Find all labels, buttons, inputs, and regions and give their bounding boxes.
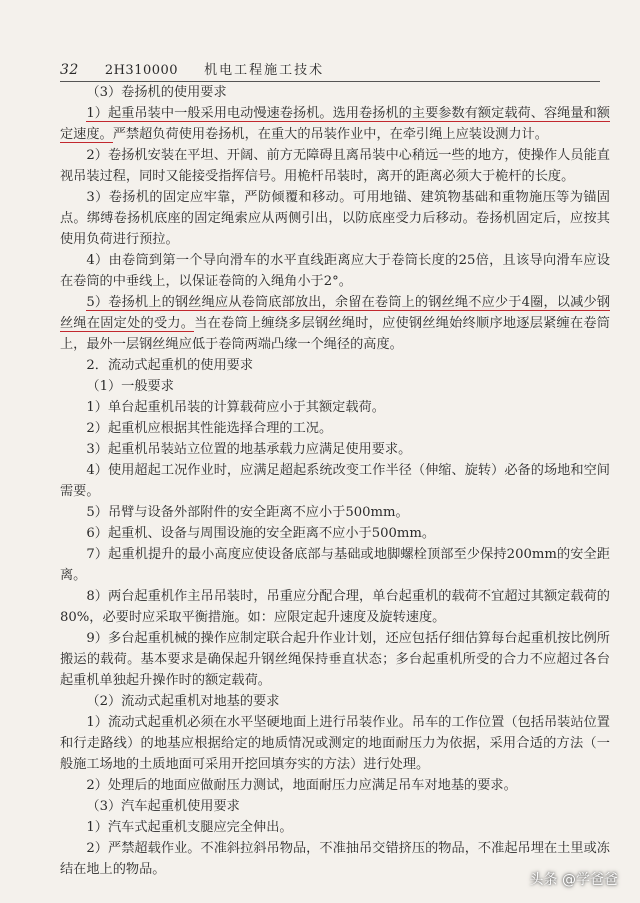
paragraph <box>60 292 610 355</box>
section-heading: （3）卷扬机的使用要求 <box>86 85 227 100</box>
list-item: 9）多台起重机械的操作应制定联合起升作业计划，还应包括仔细估算每台起重机按比例所搬运的载荷。基本要求是确保起升钢丝绳保持垂直状态；多台起重机所受的合力不应超过各台起重机单独起升操作时的额定载荷。 <box>60 631 610 688</box>
page-body <box>60 82 610 880</box>
list-item: 2）处理后的地面应做耐压力测试，地面耐压力应满足吊车对地基的要求。 <box>86 778 517 793</box>
page-header <box>60 54 600 82</box>
list-item: 2）严禁超载作业。不准斜拉斜吊物品，不准抽吊交错挤压的物品，不准起吊埋在土里或冻结在地上的物品。 <box>60 841 610 877</box>
subsection-heading: （1）一般要求 <box>86 379 174 394</box>
list-item: 1）流动式起重机必须在水平坚硬地面上进行吊装作业。吊车的工作位置（包括吊装站位置和行走路线）的地基应根据给定的地质情况或测定的地面耐压力为依据，采用合适的方法（一般施工场地的土质地面可采用开挖回填夯实的方法）进行处理。 <box>60 715 610 772</box>
section-heading: 2．流动式起重机的使用要求 <box>86 358 254 373</box>
list-item: 7）起重机提升的最小高度应使设备底部与基础或地脚螺栓顶部至少保持200mm的安全距离。 <box>60 547 610 583</box>
watermark: 头条 @学爸爸 <box>529 872 618 888</box>
chapter-code: 2H310000 <box>104 63 179 78</box>
subsection-heading: （2）流动式起重机对地基的要求 <box>86 694 280 709</box>
highlighted-text: 5）卷扬机上的钢丝绳应从卷筒底部放出，余留在卷筒上的钢丝绳不应少于4圈，以减少钢丝绳在固定处的受力。 <box>60 295 610 331</box>
highlighted-text: 1）起重吊装中一般采用电动慢速卷扬机。选用卷扬机的主要参数有额定载荷、容绳量和额定速度。 <box>60 106 610 142</box>
paragraph-text: 当在卷筒上缠绕多层钢丝绳时，应使钢丝绳始终顺序地逐层紧缠在卷筒上，最外一层钢丝绳应低于卷筒两端凸缘一个绳径的高度。 <box>60 316 610 352</box>
paragraph <box>60 103 610 145</box>
list-item: 3）起重机吊装站立位置的地基承载力应满足使用要求。 <box>86 442 412 457</box>
paragraph: 2）卷扬机安装在平坦、开阔、前方无障碍且离吊装中心稍远一些的地方，使操作人员能直视吊装过程，同时又能接受指挥信号。用桅杆吊装时，离开的距离必须大于桅杆的长度。 <box>60 148 610 184</box>
paragraph: 3）卷扬机的固定应牢靠，严防倾覆和移动。可用地锚、建筑物基础和重物施压等为锚固点。绑缚卷扬机底座的固定绳索应从两侧引出，以防底座受力后移动。卷扬机固定后，应按其使用负荷进行预拉。 <box>60 190 610 247</box>
book-title: 机电工程施工技术 <box>204 63 325 78</box>
list-item: 2）起重机应根据其性能选择合理的工况。 <box>86 421 333 436</box>
list-item: 1）汽车式起重机支腿应完全伸出。 <box>86 820 293 835</box>
list-item: 4）使用超起工况作业时，应满足超起系统改变工作半径（伸缩、旋转）必备的场地和空间需要。 <box>60 463 610 499</box>
paragraph: 4）由卷筒到第一个导向滑车的水平直线距离应大于卷筒长度的25倍，且该导向滑车应设在卷筒的中垂线上，以保证卷筒的入绳角小于2°。 <box>60 253 610 289</box>
paragraph-text: 严禁超负荷使用卷扬机，在重大的吊装作业中，在牵引绳上应装设测力计。 <box>112 127 548 142</box>
subsection-heading: （3）汽车起重机使用要求 <box>86 799 240 814</box>
list-item: 5）吊臂与设备外部附件的安全距离不应小于500mm。 <box>86 505 409 520</box>
page-number: 32 <box>60 62 79 78</box>
list-item: 1）单台起重机吊装的计算载荷应小于其额定载荷。 <box>86 400 385 415</box>
list-item: 8）两台起重机作主吊吊装时，吊重应分配合理，单台起重机的载荷不宜超过其额定载荷的80%，必要时应采取平衡措施。如：应限定起升速度及旋转速度。 <box>60 589 610 625</box>
list-item: 6）起重机、设备与周围设施的安全距离不应小于500mm。 <box>86 526 436 541</box>
